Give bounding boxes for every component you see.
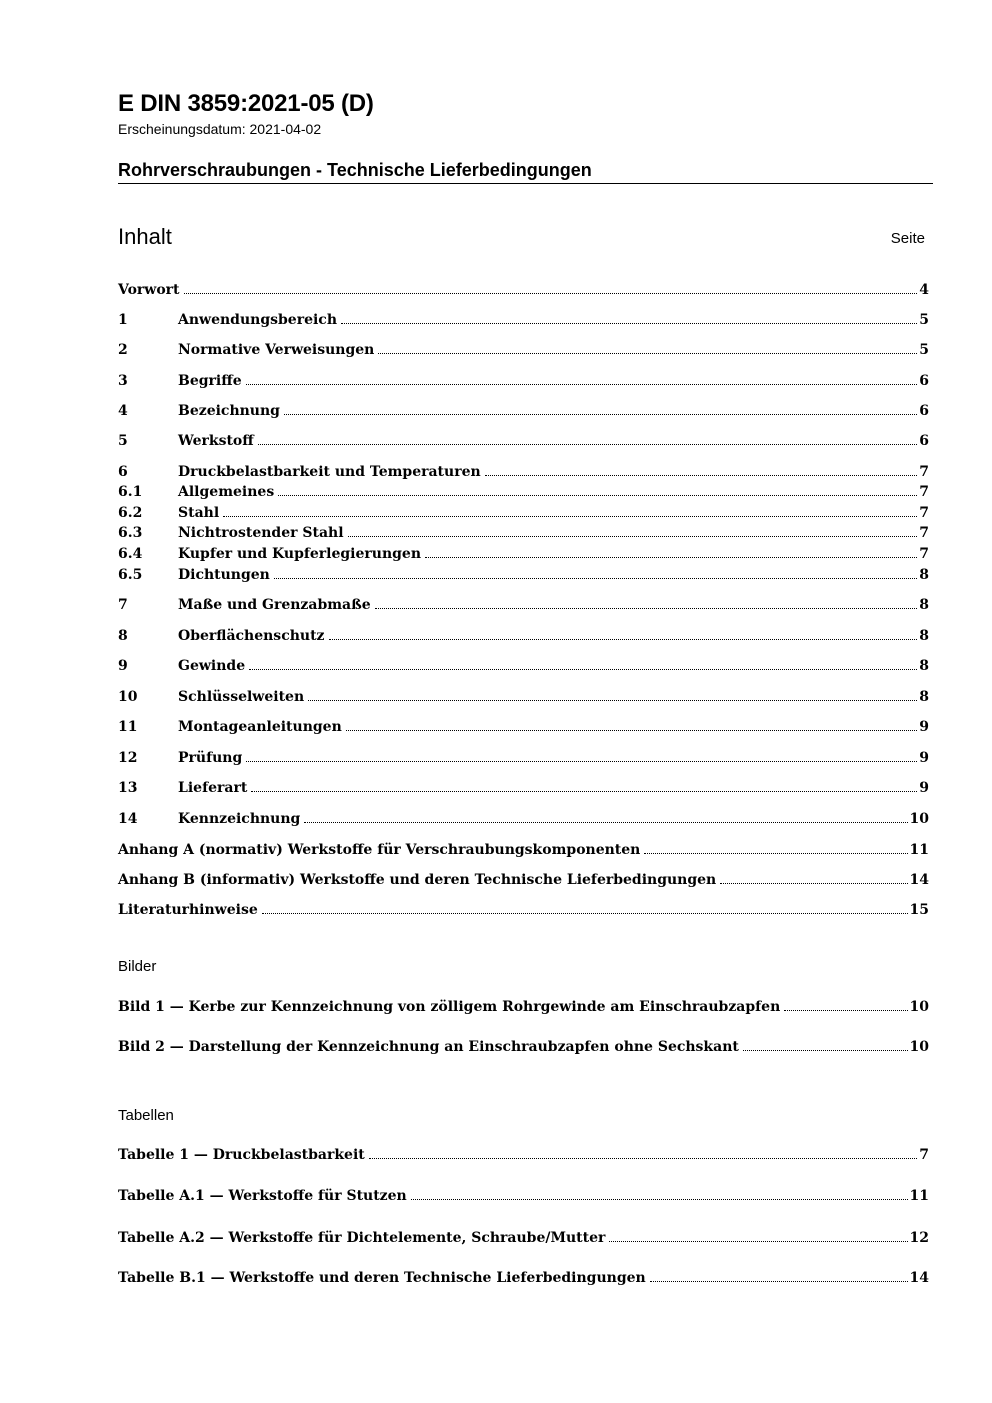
dot-leader [348,536,918,537]
toc-entry[interactable] [118,281,929,299]
dot-leader [369,1158,918,1159]
toc-entry-label: Kupfer und Kupferlegierungen [178,546,422,562]
toc-entry-label: Tabelle B.1 — Werkstoffe und deren Technische Lieferbedingungen [118,1270,646,1286]
dot-leader [258,444,918,445]
toc-entry[interactable] [118,545,929,563]
dot-leader [184,293,918,294]
toc-entry-page: 5 [919,312,929,328]
toc-entry-page: 6 [919,373,929,389]
toc-entry-number: 6.2 [118,505,143,521]
toc-entry[interactable] [118,841,929,859]
toc-entry-page: 4 [919,282,929,298]
toc-entry[interactable] [118,463,929,481]
toc-entry-page: 10 [909,999,929,1015]
toc-entry-number: 7 [118,597,128,613]
dot-leader [346,730,918,731]
toc-entry-number: 4 [118,403,128,419]
toc-entry-number: 13 [118,780,138,796]
dot-leader [411,1199,908,1200]
toc-entry[interactable] [118,432,929,450]
toc-entry-label: Nichtrostender Stahl [178,525,344,541]
toc-entry-number: 6.5 [118,567,143,583]
dot-leader [743,1050,908,1051]
toc-entry-page: 5 [919,342,929,358]
dot-leader [341,323,917,324]
toc-entry-label: Montageanleitungen [178,719,342,735]
figures-heading: Bilder [118,958,157,975]
toc-entry-number: 3 [118,373,128,389]
toc-entry-label: Oberflächenschutz [178,628,325,644]
page-column-label: Seite [890,230,925,247]
toc-entry[interactable] [118,596,929,614]
toc-entry-label: Schlüsselweiten [178,689,305,705]
toc-entry[interactable] [118,998,929,1016]
toc-entry-number: 5 [118,433,128,449]
toc-entry[interactable] [118,749,929,767]
toc-entry-label: Tabelle A.1 — Werkstoffe für Stutzen [118,1188,407,1204]
dot-leader [223,516,917,517]
toc-entry[interactable] [118,1038,929,1056]
toc-entry[interactable] [118,504,929,522]
toc-entry[interactable] [118,566,929,584]
toc-entry-label: Normative Verweisungen [178,342,375,358]
toc-entry-number: 14 [118,811,138,827]
dot-leader [609,1241,907,1242]
title-divider [118,183,933,184]
dot-leader [274,578,917,579]
toc-entry-page: 11 [909,842,929,858]
toc-entry-number: 6.1 [118,484,143,500]
toc-entry-label: Anwendungsbereich [178,312,337,328]
dot-leader [784,1010,907,1011]
document-title: Rohrverschraubungen - Technische Lieferbedingungen [118,160,592,180]
toc-entry[interactable] [118,402,929,420]
dot-leader [375,608,918,609]
toc-entry[interactable] [118,1229,929,1247]
toc-entry-number: 6.3 [118,525,143,541]
dot-leader [284,414,917,415]
toc-entry[interactable] [118,627,929,645]
toc-entry-label: Tabelle A.2 — Werkstoffe für Dichtelemente, Schraube/Mutter [118,1230,606,1246]
toc-entry-label: Maße und Grenzabmaße [178,597,371,613]
dot-leader [720,883,907,884]
toc-entry-label: Druckbelastbarkeit und Temperaturen [178,464,481,480]
dot-leader [262,913,908,914]
document-id: E DIN 3859:2021-05 (D) [118,90,374,117]
toc-entry-number: 1 [118,312,128,328]
toc-entry-page: 8 [919,658,929,674]
toc-entry-label: Bezeichnung [178,403,280,419]
toc-entry-label: Stahl [178,505,220,521]
toc-entry-page: 8 [919,597,929,613]
toc-entry-page: 9 [919,719,929,735]
toc-entry[interactable] [118,483,929,501]
toc-entry-label: Kennzeichnung [178,811,301,827]
toc-entry-page: 7 [919,546,929,562]
toc-entry-label: Bild 2 — Darstellung der Kennzeichnung an Einschraubzapfen ohne Sechskant [118,1039,739,1055]
toc-entry-number: 10 [118,689,138,705]
toc-entry-page: 15 [909,902,929,918]
toc-entry-label: Dichtungen [178,567,270,583]
toc-entry-page: 8 [919,689,929,705]
toc-entry-label: Begriffe [178,373,242,389]
toc-entry-page: 9 [919,750,929,766]
toc-entry-label: Allgemeines [178,484,275,500]
publication-date: Erscheinungsdatum: 2021-04-02 [118,121,322,137]
toc-entry[interactable] [118,901,929,919]
toc-entry-number: 6 [118,464,128,480]
toc-entry[interactable] [118,871,929,889]
toc-entry[interactable] [118,524,929,542]
toc-entry-page: 7 [919,464,929,480]
toc-entry-page: 7 [919,1147,929,1163]
toc-entry-label: Tabelle 1 — Druckbelastbarkeit [118,1147,365,1163]
toc-entry-page: 10 [909,811,929,827]
toc-entry-page: 6 [919,403,929,419]
toc-entry[interactable] [118,688,929,706]
dot-leader [308,700,917,701]
toc-entry-page: 7 [919,505,929,521]
toc-entry-label: Literaturhinweise [118,902,258,918]
toc-entry[interactable] [118,372,929,390]
dot-leader [485,475,918,476]
toc-entry-page: 12 [909,1230,929,1246]
toc-entry-number: 2 [118,342,128,358]
toc-entry[interactable] [118,810,929,828]
toc-entry-page: 7 [919,525,929,541]
dot-leader [644,853,907,854]
toc-entry[interactable] [118,1269,929,1287]
toc-entry-page: 8 [919,628,929,644]
toc-entry-label: Anhang B (informativ) Werkstoffe und deren Technische Lieferbedingungen [118,872,717,888]
tables-heading: Tabellen [118,1107,174,1124]
toc-entry[interactable] [118,311,929,329]
toc-entry-label: Werkstoff [178,433,254,449]
dot-leader [246,761,917,762]
toc-entry-number: 6.4 [118,546,143,562]
toc-entry-page: 11 [909,1188,929,1204]
toc-entry-label: Lieferart [178,780,248,796]
dot-leader [329,639,918,640]
toc-entry-page: 14 [909,872,929,888]
dot-leader [650,1281,908,1282]
toc-entry[interactable] [118,657,929,675]
toc-entry-label: Gewinde [178,658,246,674]
toc-entry-number: 12 [118,750,138,766]
toc-entry[interactable] [118,1146,929,1164]
toc-entry[interactable] [118,718,929,736]
toc-heading: Inhalt [118,224,172,249]
dot-leader [249,669,917,670]
dot-leader [425,557,917,558]
toc-entry-page: 10 [909,1039,929,1055]
toc-entry[interactable] [118,779,929,797]
dot-leader [251,791,917,792]
toc-entry-page: 6 [919,433,929,449]
toc-entry-page: 8 [919,567,929,583]
toc-entry-number: 8 [118,628,128,644]
dot-leader [304,822,907,823]
toc-entry-number: 9 [118,658,128,674]
toc-entry-label: Anhang A (normativ) Werkstoffe für Verschraubungskomponenten [118,842,641,858]
toc-entry-page: 9 [919,780,929,796]
dot-leader [278,495,917,496]
dot-leader [378,353,917,354]
toc-entry-label: Bild 1 — Kerbe zur Kennzeichnung von zölligem Rohrgewinde am Einschraubzapfen [118,999,781,1015]
toc-entry-number: 11 [118,719,138,735]
toc-entry[interactable] [118,1187,929,1205]
toc-entry-label: Prüfung [178,750,243,766]
toc-entry[interactable] [118,341,929,359]
toc-entry-page: 14 [909,1270,929,1286]
toc-entry-label: Vorwort [118,282,180,298]
dot-leader [246,384,918,385]
toc-entry-page: 7 [919,484,929,500]
